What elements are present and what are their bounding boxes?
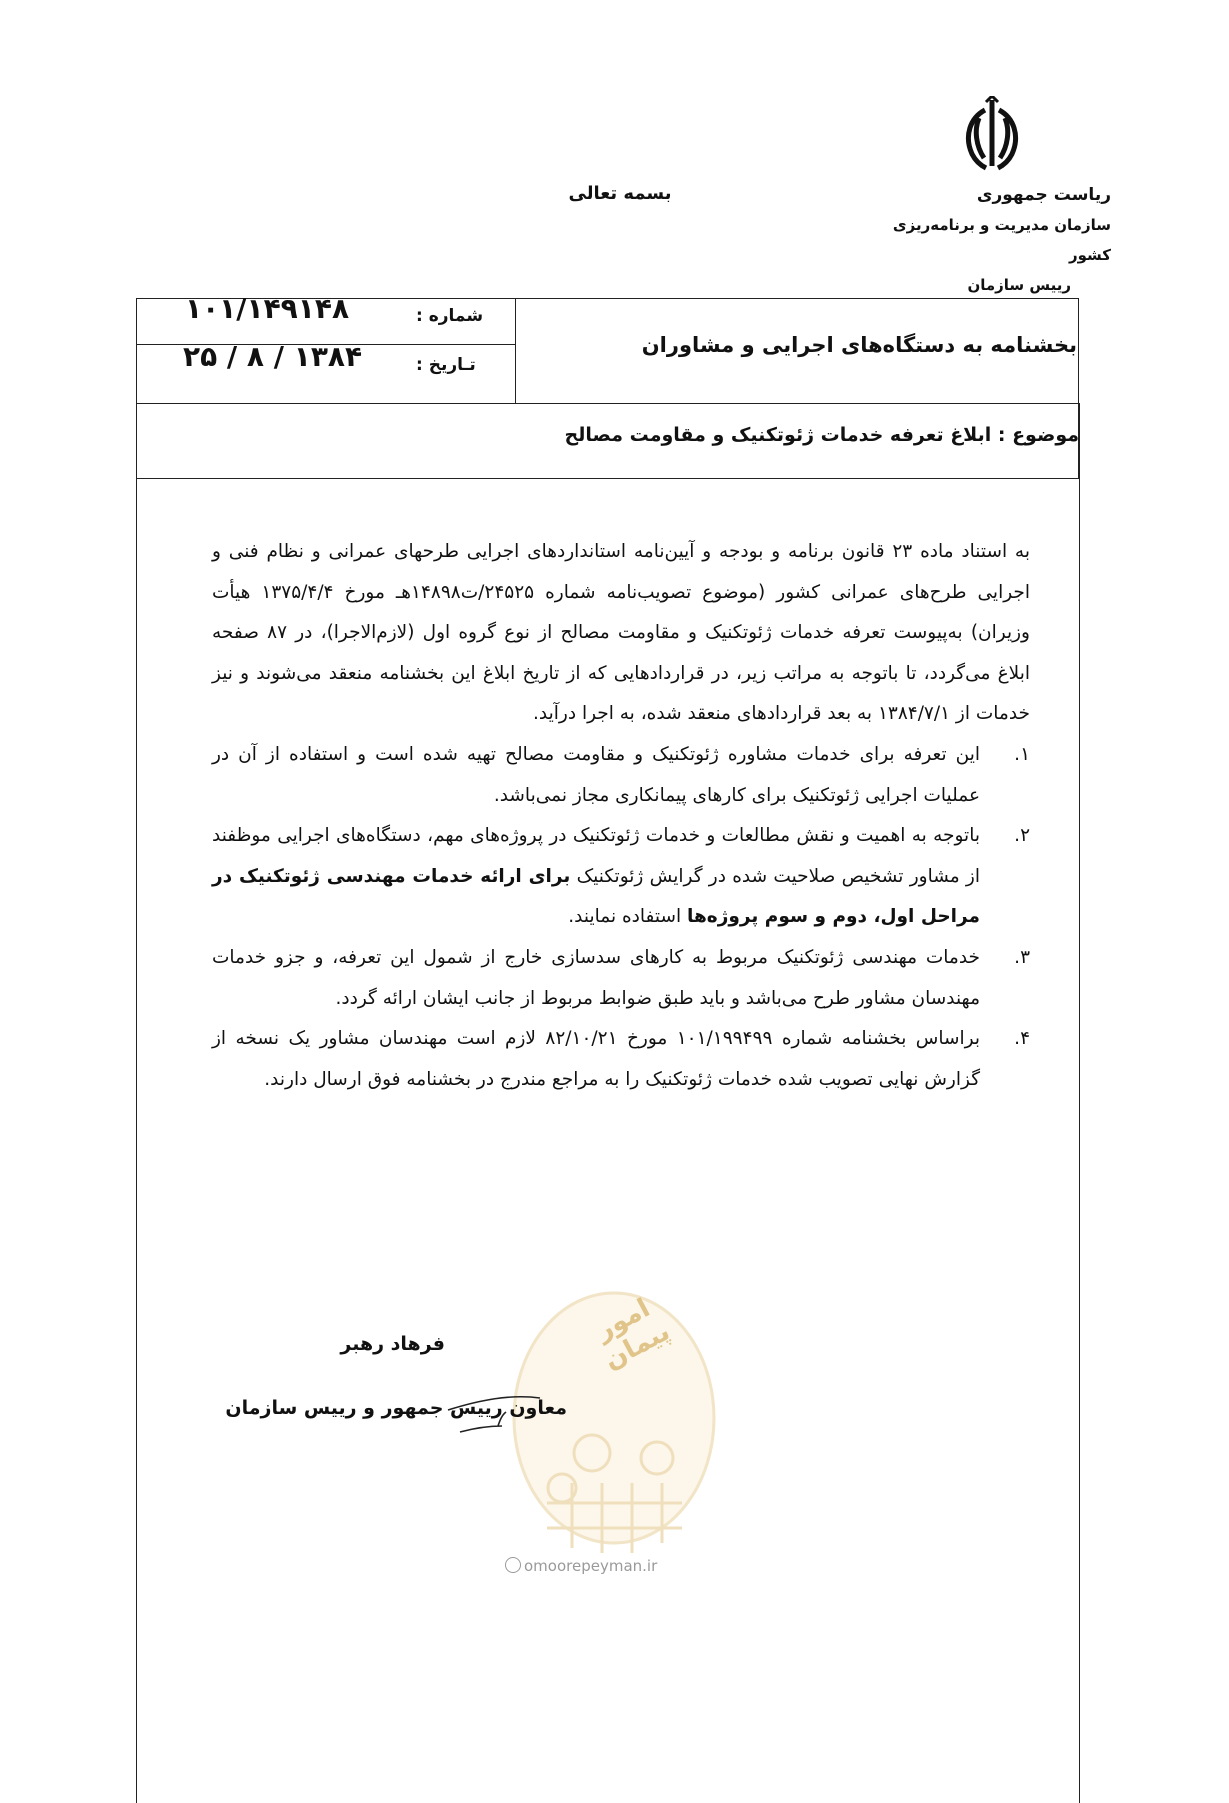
item-text: خدمات مهندسی ژئوتکنیک مربوط به کارهای سدسازی خارج از شمول این تعرفه، و جزو خدمات مهندسان مشاور طرح می‌باشد و باید طبق ضوابط مربوط از جانب ایشان ارائه گردد. xyxy=(212,946,980,1009)
footer-text: omoorepeyman.ir xyxy=(524,1557,658,1575)
bismillah-heading: بسمه تعالی xyxy=(568,183,672,204)
signer-name: فرهاد رهبر xyxy=(340,1333,445,1355)
clauses-list xyxy=(212,735,1030,1100)
list-item xyxy=(212,1019,1030,1100)
organization-header xyxy=(851,180,1111,300)
iran-emblem-icon xyxy=(952,96,1032,176)
item-text-bold: برای ارائه خدمات مهندسی ژئوتکنیک در مراحل اول، دوم و سوم پروژه‌ها xyxy=(212,865,980,928)
signer-title: معاون رییس جمهور و رییس سازمان xyxy=(225,1397,567,1419)
letter-body xyxy=(212,532,1030,1100)
number-value: ۱۰۱/۱۴۹۱۴۸ xyxy=(185,292,350,325)
date-label: تـاریخ : xyxy=(416,355,476,375)
number-label: شماره : xyxy=(416,306,484,326)
item-text: این تعرفه برای خدمات مشاوره ژئوتکنیک و مقاومت مصالح تهیه شده است و استفاده از آن در عملیات اجرایی ژئوتکنیک برای کارهای پیمانکاری مجاز نمی‌باشد. xyxy=(212,743,980,806)
list-item xyxy=(212,938,1030,1019)
letter-frame xyxy=(136,298,1079,479)
at-icon xyxy=(505,1557,521,1573)
date-value: ۱۳۸۴ / ۸ / ۲۵ xyxy=(183,340,363,373)
handwritten-signature xyxy=(440,1370,550,1440)
item-number: ۴. xyxy=(1014,1028,1030,1050)
item-text: باتوجه به اهمیت و نقش مطالعات و خدمات ژئوتکنیک در پروژه‌های مهم، دستگاه‌های اجرایی موظفند از مشاور تشخیص صلاحیت شده در گرایش ژئوتکنیک xyxy=(212,825,980,887)
list-item xyxy=(212,735,1030,816)
org-line-head: رییس سازمان xyxy=(967,276,1071,294)
item-number: ۲. xyxy=(1014,825,1030,847)
watermark-footer xyxy=(505,1557,657,1575)
stamp-lettering: امور پیمان xyxy=(591,1293,675,1376)
subject-line: موضوع : ابلاغ تعرفه خدمات ژئوتکنیک و مقاومت مصالح xyxy=(564,424,1079,446)
item-text: استفاده نمایند. xyxy=(568,906,688,928)
org-line-presidency: ریاست جمهوری xyxy=(976,185,1111,205)
org-line-organization: سازمان مدیریت و برنامه‌ریزی کشور xyxy=(892,216,1111,264)
item-text: براساس بخشنامه شماره ۱۰۱/۱۹۹۴۹۹ مورخ ۸۲/۱۰/۲۱ لازم است مهندسان مشاور یک نسخه از گزارش نهایی تصویب شده خدمات ژئوتکنیک را به مراجع مندرج در بخشنامه فوق ارسال دارند. xyxy=(212,1028,980,1090)
intro-paragraph: به استناد ماده ۲۳ قانون برنامه و بودجه و آیین‌نامه استانداردهای اجرایی طرحهای عمرانی و نظام فنی و اجرایی طرح‌های عمرانی کشور (موضوع تصویب‌نامه شماره ۲۴۵۲۵/ت۱۴۸۹۸هـ مورخ ۱۳۷۵/۴/۴ هیأت وزیران) به‌پیوست تعرفه خدمات ژئوتکنیک و مقاومت مصالح از نوع گروه اول (لازم‌الاجرا)، در ۸۷ صفحه ابلاغ می‌گردد، تا باتوجه به مراتب زیر، در قراردادهایی که از تاریخ ابلاغ این بخشنامه منعقد می‌شوند و نیز خدمات از ۱۳۸۴/۷/۱ به بعد قراردادهای منعقد شده، به اجرا درآید. xyxy=(212,541,1030,725)
item-number: ۳. xyxy=(1014,946,1030,968)
recipients-line: بخشنامه به دستگاه‌های اجرایی و مشاوران xyxy=(641,333,1077,357)
item-number: ۱. xyxy=(1014,743,1030,765)
list-item xyxy=(212,816,1030,938)
